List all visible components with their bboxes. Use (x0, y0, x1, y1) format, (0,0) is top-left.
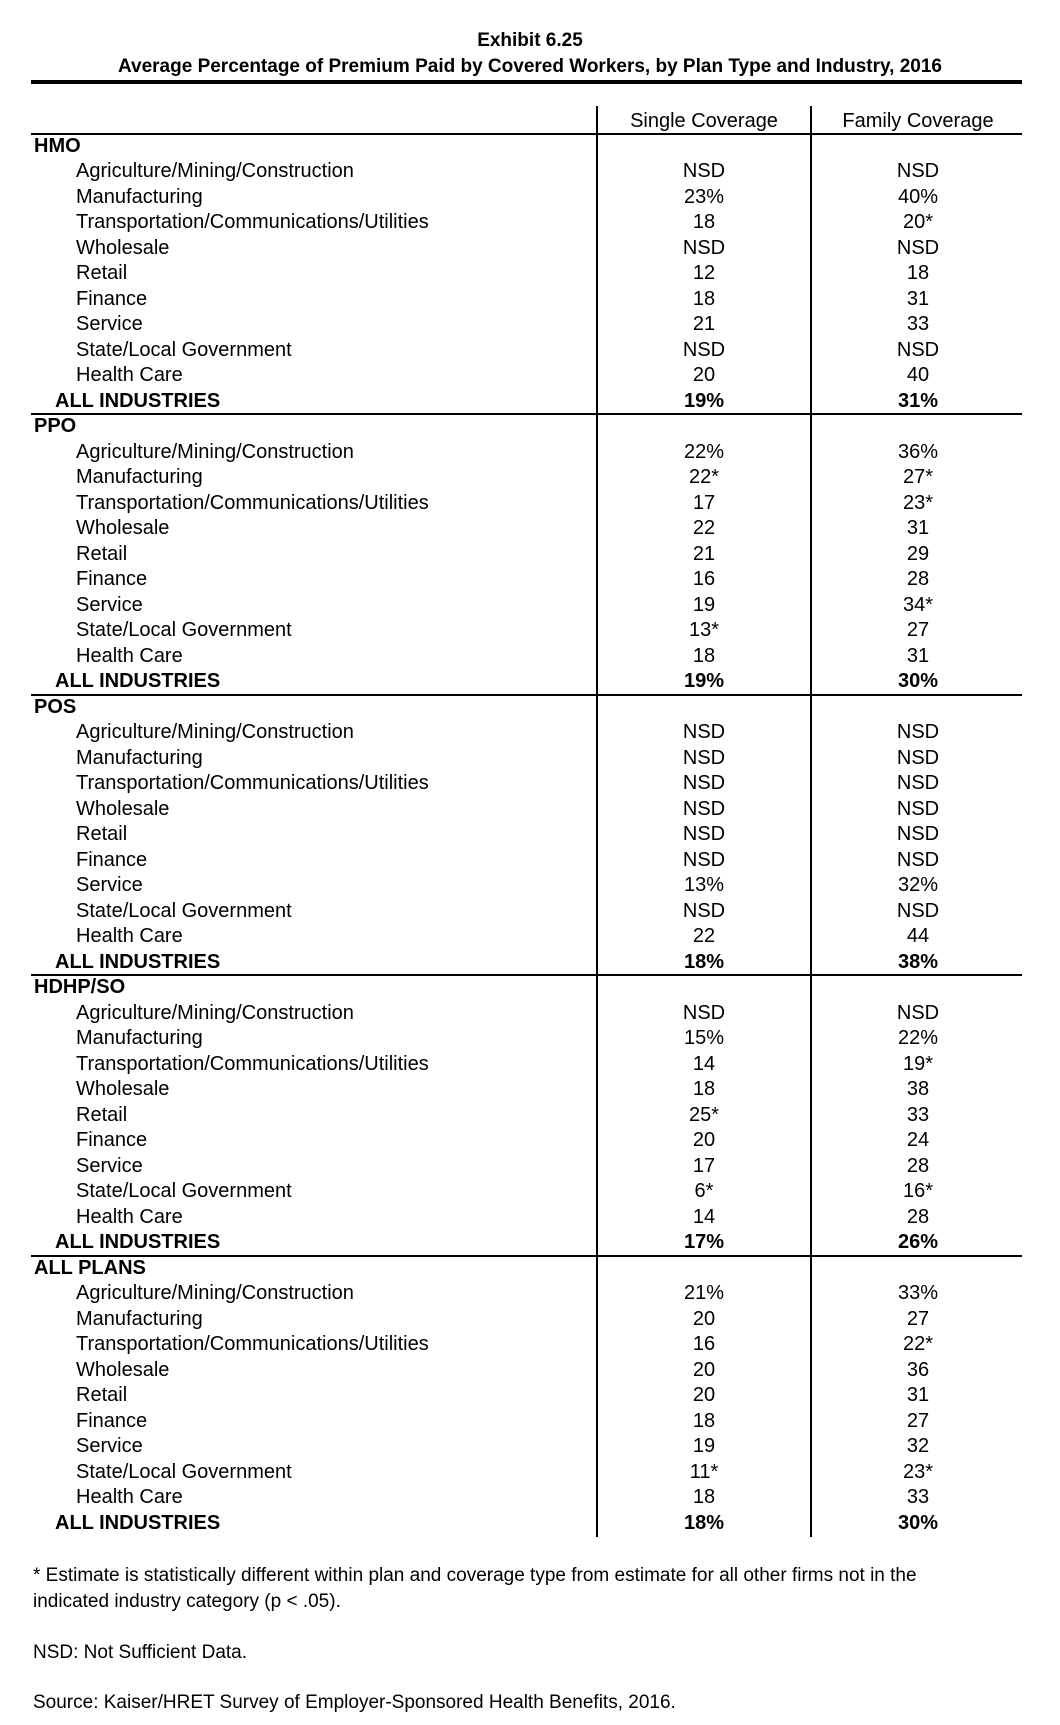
table-row (0, 618, 1060, 644)
single-coverage-value: 14 (692, 1052, 716, 1075)
row-label: Manufacturing (76, 1027, 203, 1049)
single-coverage-value: NSD (682, 772, 726, 794)
section-label: PPO (34, 415, 77, 437)
family-coverage-value: 22% (897, 1027, 939, 1049)
table-row (0, 1103, 1060, 1129)
table-row (0, 1179, 1060, 1205)
table-row (0, 542, 1060, 568)
row-label: ALL INDUSTRIES (55, 950, 221, 973)
family-coverage-value: 18 (906, 262, 930, 284)
family-coverage-value: 16* (902, 1180, 934, 1202)
row-label: Finance (76, 848, 148, 871)
table-row (0, 797, 1060, 823)
family-coverage-value: 27 (906, 1307, 930, 1330)
row-label: Finance (76, 1409, 148, 1432)
row-label: Manufacturing (76, 1307, 203, 1330)
single-coverage-value: 20 (692, 1307, 716, 1330)
family-coverage-value: 22* (902, 1333, 934, 1355)
single-coverage-value: 20 (692, 1384, 716, 1406)
row-label: ALL INDUSTRIES (55, 1511, 221, 1534)
row-label: Retail (76, 262, 128, 284)
family-coverage-value: 27* (902, 466, 934, 488)
row-label: Health Care (76, 925, 183, 947)
single-coverage-value: 15% (683, 1027, 725, 1049)
single-coverage-value: 18 (692, 644, 716, 667)
footnote-asterisk-line2: indicated industry category (p < .05). (33, 1591, 341, 1612)
footnote-asterisk-line1: * Estimate is statistically different within plan and coverage type from estimate for all other firms not in the (33, 1565, 917, 1586)
table-row (0, 1383, 1060, 1409)
single-coverage-value: 16 (692, 568, 716, 590)
table-row (0, 1358, 1060, 1384)
section-label: POS (34, 695, 77, 718)
row-label: Agriculture/Mining/Construction (76, 160, 354, 182)
row-label: Retail (76, 1384, 128, 1406)
family-coverage-value: 40 (906, 364, 930, 386)
family-coverage-value: 31 (906, 287, 930, 310)
row-label: Service (76, 313, 143, 335)
table-row (0, 312, 1060, 338)
family-coverage-value: NSD (896, 772, 940, 794)
family-coverage-value: 20* (902, 211, 934, 233)
table-row (0, 1205, 1060, 1231)
single-coverage-value: 19% (683, 389, 725, 412)
row-label: Manufacturing (76, 746, 203, 769)
single-coverage-value: NSD (682, 1001, 726, 1024)
single-coverage-value: NSD (682, 746, 726, 769)
family-coverage-value: 33 (906, 1486, 930, 1508)
table-row (0, 1077, 1060, 1103)
row-label: State/Local Government (76, 1180, 292, 1202)
table-row (0, 338, 1060, 364)
table-row (0, 1128, 1060, 1154)
row-label: Agriculture/Mining/Construction (76, 1001, 354, 1024)
family-coverage-value: NSD (896, 236, 940, 259)
single-coverage-value: 18 (692, 287, 716, 310)
row-label: ALL INDUSTRIES (55, 1231, 221, 1253)
table-row (0, 720, 1060, 746)
family-coverage-value: 30% (897, 670, 939, 692)
family-coverage-value: 31% (897, 389, 939, 412)
row-label: Agriculture/Mining/Construction (76, 1282, 354, 1304)
family-coverage-value: 31 (906, 1384, 930, 1406)
table-row (0, 1026, 1060, 1052)
column-header-family: Family Coverage (842, 110, 994, 132)
family-coverage-value: 24 (906, 1129, 930, 1151)
section-heading (0, 695, 1060, 721)
section-heading (0, 1256, 1060, 1282)
single-coverage-value: 16 (692, 1333, 716, 1355)
family-coverage-value: NSD (896, 721, 940, 743)
section-label: HDHP/SO (34, 976, 126, 998)
family-coverage-value: 28 (906, 1154, 930, 1177)
single-coverage-value: 18% (683, 1511, 725, 1534)
single-coverage-value: 18 (692, 1078, 716, 1100)
single-coverage-value: 18% (683, 950, 725, 973)
single-coverage-value: 20 (692, 364, 716, 386)
row-label: Finance (76, 568, 148, 590)
family-coverage-value: NSD (896, 160, 940, 182)
family-coverage-value: NSD (896, 746, 940, 769)
row-label: Service (76, 593, 143, 616)
table-row (0, 1307, 1060, 1333)
family-coverage-value: NSD (896, 338, 940, 361)
row-label: Service (76, 874, 143, 896)
family-coverage-value: 29 (906, 542, 930, 565)
family-coverage-value: NSD (896, 899, 940, 922)
single-coverage-value: 17 (692, 491, 716, 514)
table-row (0, 491, 1060, 517)
family-coverage-value: NSD (896, 797, 940, 820)
table-row (0, 822, 1060, 848)
table-row (0, 1409, 1060, 1435)
row-label: Transportation/Communications/Utilities (76, 211, 429, 233)
single-coverage-value: 21% (683, 1282, 725, 1304)
family-coverage-value: 44 (906, 925, 930, 947)
table-row (0, 1460, 1060, 1486)
row-label: ALL INDUSTRIES (55, 389, 221, 412)
exhibit-title: Exhibit 6.25 (477, 30, 583, 51)
family-coverage-value: 36 (906, 1358, 930, 1381)
row-label: Retail (76, 1103, 128, 1126)
row-label: Health Care (76, 644, 183, 667)
family-coverage-value: 33 (906, 313, 930, 335)
family-coverage-value: 31 (906, 644, 930, 667)
section-heading (0, 975, 1060, 1001)
single-coverage-value: 23% (683, 185, 725, 208)
exhibit-subtitle: Average Percentage of Premium Paid by Covered Workers, by Plan Type and Industry, 2016 (118, 56, 942, 77)
row-label: Wholesale (76, 1078, 170, 1100)
single-coverage-value: NSD (682, 899, 726, 922)
row-label: Transportation/Communications/Utilities (76, 772, 429, 794)
row-label: Agriculture/Mining/Construction (76, 721, 354, 743)
single-coverage-value: 25* (688, 1103, 720, 1126)
single-coverage-value: NSD (682, 160, 726, 182)
table-row (0, 1001, 1060, 1027)
row-label: Service (76, 1154, 143, 1177)
column-header-single: Single Coverage (630, 110, 778, 132)
single-coverage-value: 19 (692, 593, 716, 616)
table-row (0, 899, 1060, 925)
table-row (0, 159, 1060, 185)
row-label: Manufacturing (76, 185, 203, 208)
single-coverage-value: NSD (682, 721, 726, 743)
single-coverage-value: NSD (682, 797, 726, 820)
table-row (0, 1332, 1060, 1358)
family-coverage-value: 26% (897, 1231, 939, 1253)
single-coverage-value: NSD (682, 823, 726, 845)
row-label: Transportation/Communications/Utilities (76, 1333, 429, 1355)
table-row (0, 287, 1060, 313)
row-label: Finance (76, 1129, 148, 1151)
family-coverage-value: 40% (897, 185, 939, 208)
single-coverage-value: 13% (683, 874, 725, 896)
table-row (0, 644, 1060, 670)
table-row (0, 440, 1060, 466)
single-coverage-value: 22 (692, 925, 716, 947)
single-coverage-value: 18 (692, 1486, 716, 1508)
single-coverage-value: 21 (692, 313, 716, 335)
single-coverage-value: 18 (692, 211, 716, 233)
single-coverage-value: NSD (682, 236, 726, 259)
row-label: State/Local Government (76, 338, 292, 361)
single-coverage-value: 20 (692, 1129, 716, 1151)
family-coverage-value: NSD (896, 823, 940, 845)
single-coverage-value: 6* (694, 1180, 714, 1202)
table-row (0, 1154, 1060, 1180)
row-label: Transportation/Communications/Utilities (76, 491, 429, 514)
total-row (0, 950, 1060, 976)
single-coverage-value: 12 (692, 262, 716, 284)
family-coverage-value: 34* (902, 593, 934, 616)
table-row (0, 236, 1060, 262)
single-coverage-value: 17% (683, 1231, 725, 1253)
family-coverage-value: 38% (897, 950, 939, 973)
row-label: Retail (76, 823, 128, 845)
single-coverage-value: 18 (692, 1409, 716, 1432)
total-row (0, 389, 1060, 415)
table-row (0, 516, 1060, 542)
table-row (0, 1281, 1060, 1307)
row-label: Wholesale (76, 1358, 170, 1381)
table-row (0, 746, 1060, 772)
family-coverage-value: 32% (897, 874, 939, 896)
row-label: Health Care (76, 1486, 183, 1508)
single-coverage-value: 17 (692, 1154, 716, 1177)
family-coverage-value: 23* (902, 491, 934, 514)
total-row (0, 1230, 1060, 1256)
single-coverage-value: 14 (692, 1205, 716, 1228)
family-coverage-value: 36% (897, 440, 939, 463)
table-row (0, 465, 1060, 491)
row-label: Service (76, 1435, 143, 1457)
footnote-source: Source: Kaiser/HRET Survey of Employer-Sponsored Health Benefits, 2016. (33, 1692, 676, 1713)
row-label: Wholesale (76, 236, 170, 259)
row-label: State/Local Government (76, 1460, 292, 1483)
table-row (0, 1485, 1060, 1511)
family-coverage-value: 31 (906, 517, 930, 539)
single-coverage-value: NSD (682, 338, 726, 361)
section-label: HMO (34, 134, 81, 157)
section-label: ALL PLANS (34, 1256, 146, 1279)
family-coverage-value: 32 (906, 1435, 930, 1457)
table-row (0, 185, 1060, 211)
row-label: State/Local Government (76, 619, 292, 641)
row-label: Agriculture/Mining/Construction (76, 440, 354, 463)
family-coverage-value: 27 (906, 1409, 930, 1432)
row-label: Finance (76, 287, 148, 310)
row-label: Manufacturing (76, 466, 203, 488)
single-coverage-value: 19% (683, 670, 725, 692)
single-coverage-value: 22% (683, 440, 725, 463)
family-coverage-value: 28 (906, 1205, 930, 1228)
table-row (0, 593, 1060, 619)
single-coverage-value: 20 (692, 1358, 716, 1381)
row-label: ALL INDUSTRIES (55, 670, 221, 692)
table-row (0, 848, 1060, 874)
family-coverage-value: 33 (906, 1103, 930, 1126)
section-heading (0, 414, 1060, 440)
family-coverage-value: 23* (902, 1460, 934, 1483)
row-label: Wholesale (76, 797, 170, 820)
single-coverage-value: 19 (692, 1435, 716, 1457)
row-label: Transportation/Communications/Utilities (76, 1052, 429, 1075)
single-coverage-value: 22 (692, 517, 716, 539)
row-label: Wholesale (76, 517, 170, 539)
single-coverage-value: 22* (688, 466, 720, 488)
family-coverage-value: 30% (897, 1511, 939, 1534)
table-row (0, 567, 1060, 593)
table-row (0, 873, 1060, 899)
table-row (0, 1052, 1060, 1078)
family-coverage-value: 28 (906, 568, 930, 590)
single-coverage-value: 21 (692, 542, 716, 565)
table-row (0, 261, 1060, 287)
total-row (0, 669, 1060, 695)
family-coverage-value: 38 (906, 1078, 930, 1100)
row-label: State/Local Government (76, 899, 292, 922)
footnote-nsd: NSD: Not Sufficient Data. (33, 1642, 248, 1663)
table-row (0, 363, 1060, 389)
table-row (0, 1434, 1060, 1460)
single-coverage-value: 13* (688, 619, 720, 641)
section-heading (0, 134, 1060, 160)
total-row (0, 1511, 1060, 1537)
family-coverage-value: NSD (896, 1001, 940, 1024)
family-coverage-value: NSD (896, 848, 940, 871)
family-coverage-value: 19* (902, 1052, 934, 1075)
table-row (0, 924, 1060, 950)
row-label: Health Care (76, 1205, 183, 1228)
single-coverage-value: 11* (689, 1460, 719, 1483)
table-row (0, 771, 1060, 797)
table-row (0, 210, 1060, 236)
family-coverage-value: 33% (897, 1282, 939, 1304)
row-label: Retail (76, 542, 128, 565)
row-label: Health Care (76, 364, 183, 386)
single-coverage-value: NSD (682, 848, 726, 871)
family-coverage-value: 27 (906, 619, 930, 641)
